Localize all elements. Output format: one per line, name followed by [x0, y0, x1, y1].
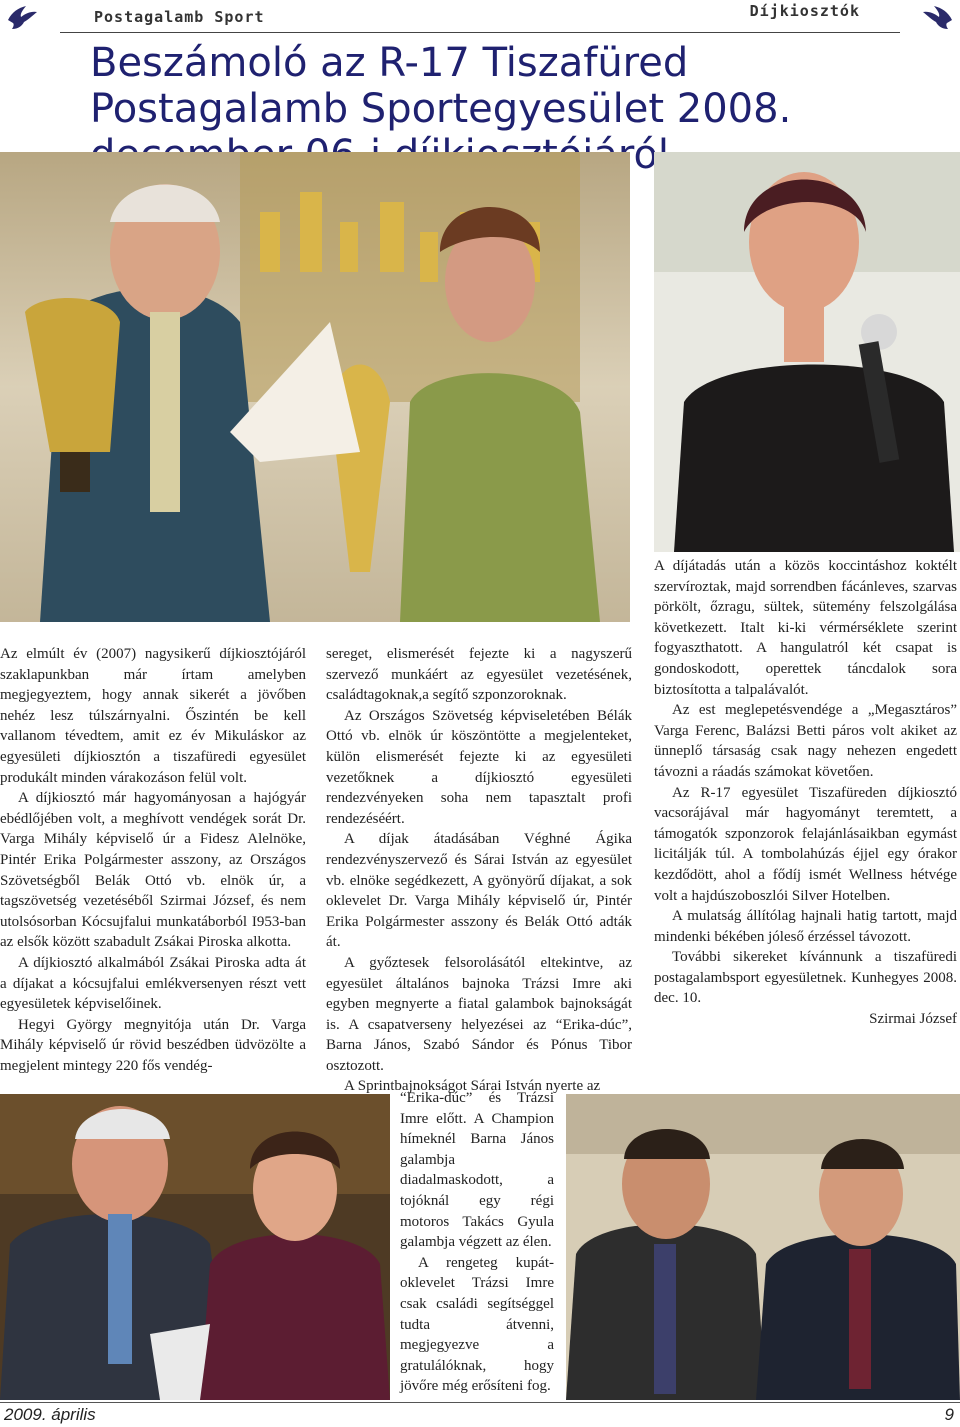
pigeon-icon — [4, 2, 40, 32]
paragraph: A díjátadás után a közös koccintáshoz koktélt szervíroztak, majd sorrendben fácánleves, szarvas pörkölt, őzragu, sültek, sütemény felszolgálása következett. Italt ki-ki vérmérséklete szerint fogyaszthatott. A hangulatról két csapat is gondoskodott, operettek táncdalok sora biztosította a talpalávalót. — [654, 558, 957, 698]
paragraph: A győztesek felsorolásától eltekintve, az egyesület általános bajnoka Trázsi Imre aki egyben megnyerte a fiatal galambok bajnokságát is. A csapatverseny helyezései az “Erika-dúc”, Barna János, Szabó Sándor és Pónus Tibor osztozott. — [326, 954, 632, 1074]
issue-date: 2009. április — [4, 1405, 96, 1424]
header-rule — [60, 32, 900, 33]
paragraph: Az elmúlt év (2007) nagysikerű díjkiosztójáról szaklapunkban már írtam amelyben megjegyeztem, hogy annak sikerét a jövőben nehéz lesz túlszárnyalni. Őszintén be kell vallanom tévedtem, amit ez év Mikuláskor az egyesületi díjkiosztón a tiszafüredi egyesület produkált minden várakozáson felül volt. — [0, 646, 306, 786]
article-column-3 — [654, 556, 957, 1030]
photo-two-men — [566, 1094, 960, 1400]
paragraph: “Erika-dúc” és Trázsi Imre előtt. A Champion hímeknél Barna János galambja diadalmaskodott, a tojóknál egy régi motoros Takács Gyula galambja végzett az élen. — [400, 1090, 554, 1251]
paragraph: sereget, elismerését fejezte ki a nagyszerű szervező munkáért az egyesület vezetésének, családtagoknak,a segítő szponzoroknak. — [326, 646, 632, 704]
paragraph: Az est meglepetésvendége a „Megasztáros” Varga Ferenc, Balázsi Betti páros volt akiket az ünneplő társaság csak nagy nehezen engedett távozni a ráadás számokat követően. — [654, 702, 957, 780]
article-column-2 — [326, 644, 632, 1097]
article-column-1 — [0, 644, 306, 1076]
paragraph: A díjkiosztó alkalmából Zsákai Piroska adta át a díjakat a kócsujfalui emlékversenyen részt vett egyesületek képviselőinek. — [0, 954, 306, 1013]
page-number: 9 — [944, 1405, 954, 1424]
author-signature: Szirmai József — [869, 1011, 957, 1028]
paragraph: A díjak átadásában Véghné Ágika rendezvényszervező és Sárai István az egyesület vb. elnöke segédkezett, A gyönyörű díjakat, a sok oklevelet Dr. Varga Mihály képviselő úr, Pintér Erika Polgármester asszony és Belák Ottó adták át. — [326, 831, 632, 951]
paragraph: Hegyi György megnyitója után Dr. Varga Mihály képviselő úr rövid beszédben üdvözölte a megjelent mintegy 220 fős vendég- — [0, 1016, 306, 1074]
pigeon-icon — [920, 2, 956, 32]
paragraph: A mulatság állítólag hajnali hatig tartott, majd mindenki békében jóleső érzéssel távozott. — [654, 908, 957, 945]
article-column-2-continued — [400, 1088, 554, 1397]
photo-woman-microphone — [654, 152, 960, 552]
photo-couple — [0, 1094, 390, 1400]
paragraph: A rengeteg kupát-oklevelet Trázsi Imre csak családi segítséggel tudta átvenni, megjegyezve a gratulálóknak, hogy jövőre még erősíteni fog. — [400, 1254, 554, 1395]
paragraph: További sikereket kívánnunk a tiszafüredi postagalambsport egyesületnek. Kunhegyes 2008. dec. 10. — [654, 949, 957, 1007]
article-headline: Beszámoló az R-17 Tiszafüred Postagalamb Sportegyesület 2008. — [90, 40, 792, 132]
section-title-right: Díjkiosztók — [749, 2, 860, 20]
paragraph: A díjkiosztó már hagyományosan a hajógyár ebédlőjében volt, a meghívott vendégek sorát Dr. Varga Mihály képviselő úr a Fidesz Alelnöke, Pintér Erika Polgármester asszony, az Országos Szövetségből Belák Ottó vb. elnök úr, a tagszövetség vezetéséből Szirmai József, és nem utolsósorban Kócsujfalui munkatáborból I953-ban az elsők között szabadult Zsákai Piroska alkotta. — [0, 790, 306, 951]
paragraph: Az R-17 egyesület Tiszafüreden díjkiosztó vacsorájával már hagyományt teremtett, a támogatók szponzorok felajánlásaikban egymást licitálják túl. A tombolahúzás éjjel egy órakor kezdődött, ahol a fődíj ismét Wellness hétvége volt a hajdúszoboszlói Silver Hotelben. — [654, 784, 957, 904]
paragraph: A Sprintbajnokságot Sárai István nyerte az — [344, 1078, 601, 1095]
photo-trophy-presentation — [0, 152, 630, 622]
footer-rule — [0, 1402, 960, 1403]
paragraph: Az Országos Szövetség képviseletében Bélák Ottó vb. elnök úr köszöntötte a megjelenteket, külön elismerését fejezte ki az egyesületi vezetőknek a díjkiosztó egyesületi rendezvényeken soha nem tapasztalt profi rendezéséért. — [326, 707, 632, 827]
page-header — [0, 0, 960, 36]
section-title-left: Postagalamb Sport — [94, 8, 265, 26]
